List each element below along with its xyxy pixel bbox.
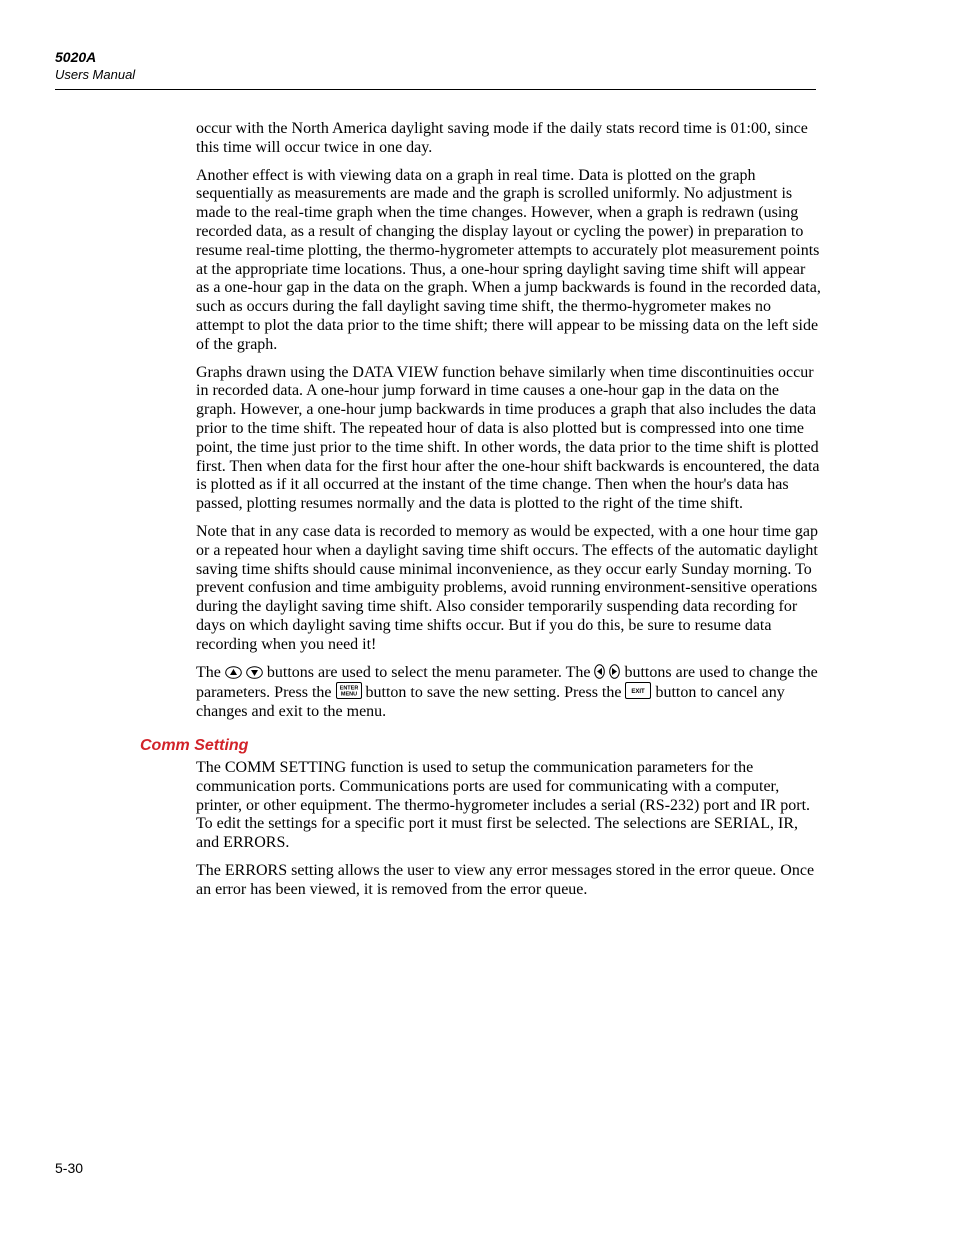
paragraph-4: Note that in any case data is recorded to memory as would be expected, with a one hour time gap or a repeated hour when a daylight saving time shift occurs. The effects of the automatic daylight saving time shifts should cause minimal inconvenience, as they occur early Sunday morning. To prevent confusion and time ambiguity problems, avoid running environment-sensitive operations during the daylight saving time shift. Also consider temporarily suspending data recording for days on which daylight saving time shifts occur. But if you do this, be sure to resume data recording when you need it! xyxy=(196,522,819,653)
left-arrow-key-icon xyxy=(594,664,605,679)
down-arrow-key-icon xyxy=(246,666,263,679)
header-rule xyxy=(55,89,816,90)
body-text xyxy=(140,120,821,908)
paragraph-5-text-2: buttons are used to select the menu parameter. The xyxy=(262,663,595,681)
paragraph-2: Another effect is with viewing data on a graph in real time. Data is plotted on the graph sequentially as measurements are made and the graph is scrolled uniformly. No adjustment is made to the real-time graph when the time changes. However, when a graph is redrawn (using recorded data, as a result of changing the display layout or cycling the power) in preparation to resume real-time plotting, the thermo-hygrometer attempts to accurately plot measurement points at the appropriate time locations. Thus, a one-hour spring daylight saving time shift will appear as a one-hour gap in the data on the graph. When a jump backwards is found in the recorded data, such as occurs during the fall daylight saving time shift, the thermo-hygrometer makes no attempt to plot the data prior to the time shift; there will appear to be missing data on the left side of the graph. xyxy=(196,166,821,353)
paragraph-5-text-3: buttons are used to change the parameters. Press the xyxy=(196,663,818,702)
paragraph-1: occur with the North America daylight saving mode if the daily stats record time is 01:00, since this time will occur twice in one day. xyxy=(196,120,808,156)
model-name: 5020A xyxy=(55,49,97,65)
paragraph-6: The COMM SETTING function is used to setup the communication parameters for the communication ports. Communications ports are used for communicating with a computer, printer, or other equipment. The thermo-hygrometer includes a serial (RS-232) port and IR port. To edit the settings for a specific port it must first be selected. The selections are SERIAL, IR, and ERRORS. xyxy=(196,758,811,852)
exit-key-icon xyxy=(625,682,651,699)
paragraph-3: Graphs drawn using the DATA VIEW function behave similarly when time discontinuities occur in recorded data. A one-hour jump forward in time causes a one-hour gap in the data on the graph. However, a one-hour jump backwards in time produces a graph that also includes the data prior to the time shift. The repeated hour of data is also plotted but is compressed into one time point, the time just prior to the time shift. In other words, the data prior to the time shift is plotted first. Then when data for the first hour after the one-hour shift backwards is encountered, the data is plotted as if it all occurred at the instant of the time change. Then when the hour's data has passed, plotting resumes normally and the data is plotted to the right of the time shift. xyxy=(196,363,820,513)
paragraph-5-text-1: The xyxy=(196,663,225,681)
page-header xyxy=(55,48,816,84)
paragraph-5-text-4: button to save the new setting. Press the xyxy=(361,684,626,702)
page-number: 5-30 xyxy=(55,1160,84,1176)
paragraph-7: The ERRORS setting allows the user to view any error messages stored in the error queue. Once an error has been viewed, it is removed from the error queue. xyxy=(196,861,815,898)
svg-text:MENU: MENU xyxy=(340,691,357,698)
manual-title: Users Manual xyxy=(55,67,136,82)
svg-text:EXIT: EXIT xyxy=(631,689,646,696)
paragraph-5 xyxy=(196,664,821,722)
enter-menu-key-icon xyxy=(336,682,362,699)
svg-text:ENTER: ENTER xyxy=(339,685,358,692)
right-arrow-key-icon xyxy=(609,664,620,679)
paragraph-5-text-5: button to cancel any changes and exit to the menu. xyxy=(196,684,785,721)
section-heading-comm-setting: Comm Setting xyxy=(140,736,249,754)
up-arrow-key-icon xyxy=(225,666,242,679)
